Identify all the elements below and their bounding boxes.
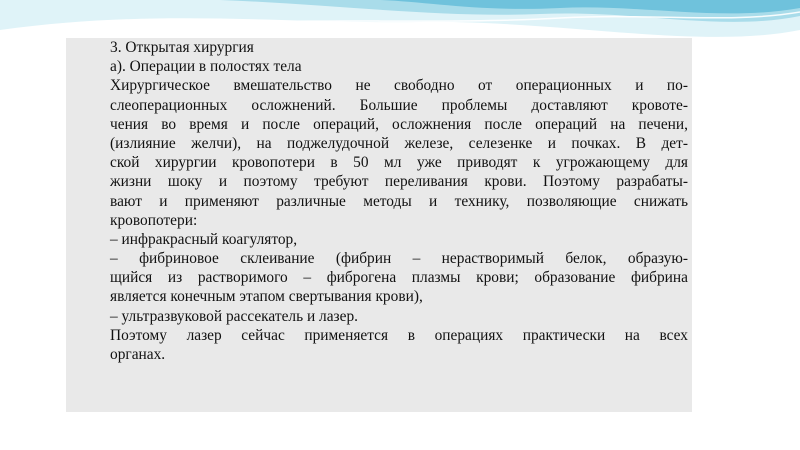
list-item-fibrin-cont: щийся из растворимого – фиброгена плазмы крови; образование фибрина — [110, 269, 688, 287]
list-item-coagulator: – инфракрасный коагулятор, — [110, 230, 298, 248]
document-body — [110, 38, 688, 364]
section-heading: 3. Открытая хирургия — [110, 39, 254, 56]
conclusion-line: Поэтому лазер сейчас применяется в операциях практически на всех — [110, 326, 688, 344]
scanned-text-page — [66, 38, 692, 412]
paragraph-line: (излияние желчи), на поджелудочной железе, селезенке и почках. В дет- — [110, 134, 688, 152]
paragraph-line: Хирургическое вмешательство не свободно от операционных и по- — [110, 77, 688, 95]
paragraph-line: жизни шоку и поэтому требуют переливания крови. Поэтому разрабаты- — [110, 173, 688, 191]
paragraph-line: кровопотери: — [110, 211, 198, 229]
paragraph-line: слеоперационных осложнений. Большие проблемы доставляют кровоте- — [110, 96, 688, 114]
list-item-fibrin: – фибриновое склеивание (фибрин – нерастворимый белок, образую- — [110, 250, 688, 268]
conclusion-line-end: органах. — [110, 346, 166, 363]
paragraph-line: ской хирургии кровопотери в 50 мл уже приводят к угрожающему для — [110, 154, 688, 172]
subsection-heading: а). Операции в полостях тела — [110, 58, 302, 76]
paragraph-line: вают и применяют различные методы и технику, позволяющие снижать — [110, 192, 688, 210]
paragraph-line: чения во время и после операций, осложнения после операций на печени, — [110, 115, 688, 133]
list-item-fibrin-end: является конечным этапом свертывания крови), — [110, 288, 423, 306]
list-item-ultrasound: – ультразвуковой рассекатель и лазер. — [110, 307, 358, 325]
